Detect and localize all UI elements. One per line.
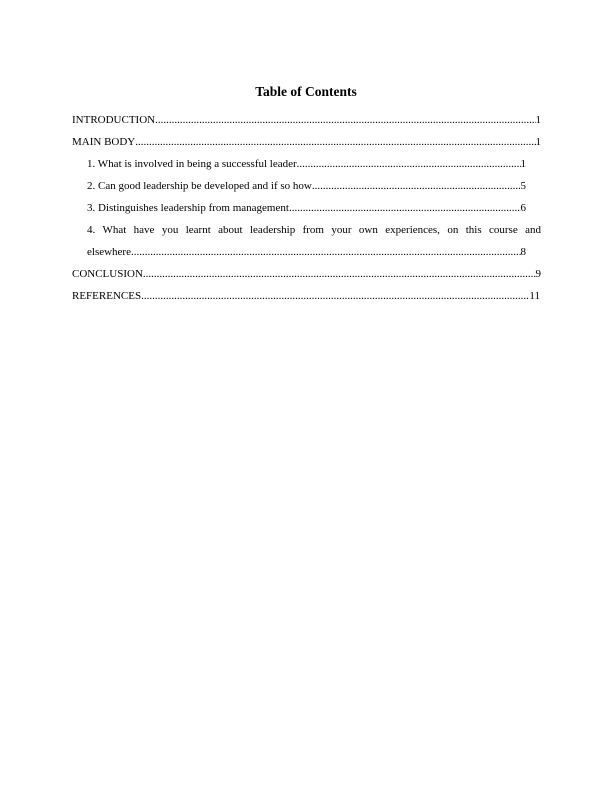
toc-page-number: 5 (520, 180, 526, 192)
page-title: Table of Contents (255, 84, 357, 99)
toc-entry-label: 2. Can good leadership be developed and if so how (87, 180, 312, 192)
toc-entry-label-line2: elsewhere (87, 246, 131, 258)
toc-entry-leadership-vs-management[interactable] (72, 200, 541, 222)
toc-page-number: 8 (520, 246, 526, 258)
toc-page-number: 11 (529, 290, 540, 302)
toc-entry-learnt-about-leadership[interactable] (72, 222, 541, 266)
toc-entry-label: 1. What is involved in being a successful leader (87, 158, 297, 170)
dot-leader (312, 178, 521, 195)
dot-leader (141, 288, 529, 305)
toc-entry-label: CONCLUSION (72, 268, 143, 280)
toc-entry-label: INTRODUCTION (72, 114, 156, 126)
table-of-contents (72, 112, 541, 310)
toc-entry-references[interactable] (72, 288, 541, 310)
toc-entry-introduction[interactable] (72, 112, 541, 134)
dot-leader (289, 200, 521, 217)
toc-entry-leadership-developed[interactable] (72, 178, 541, 200)
toc-entry-successful-leader[interactable] (72, 156, 541, 178)
toc-entry-label: MAIN BODY (72, 136, 136, 148)
toc-page-number: 1 (535, 136, 541, 148)
toc-entry-label-line1: 4. What have you learnt about leadership from your own experiences, on this course and (87, 224, 541, 236)
dot-leader (143, 266, 536, 283)
toc-page-number: 9 (535, 268, 541, 280)
toc-page-number: 1 (520, 158, 526, 170)
toc-entry-label: REFERENCES (72, 290, 142, 302)
dot-leader (297, 156, 521, 173)
toc-entry-main-body[interactable] (72, 134, 541, 156)
dot-leader (135, 134, 535, 151)
dot-leader (131, 244, 521, 261)
toc-entry-conclusion[interactable] (72, 266, 541, 288)
toc-entry-label: 3. Distinguishes leadership from management (87, 202, 289, 214)
toc-page-number: 6 (520, 202, 526, 214)
dot-leader (155, 112, 535, 129)
toc-page-number: 1 (535, 114, 541, 126)
